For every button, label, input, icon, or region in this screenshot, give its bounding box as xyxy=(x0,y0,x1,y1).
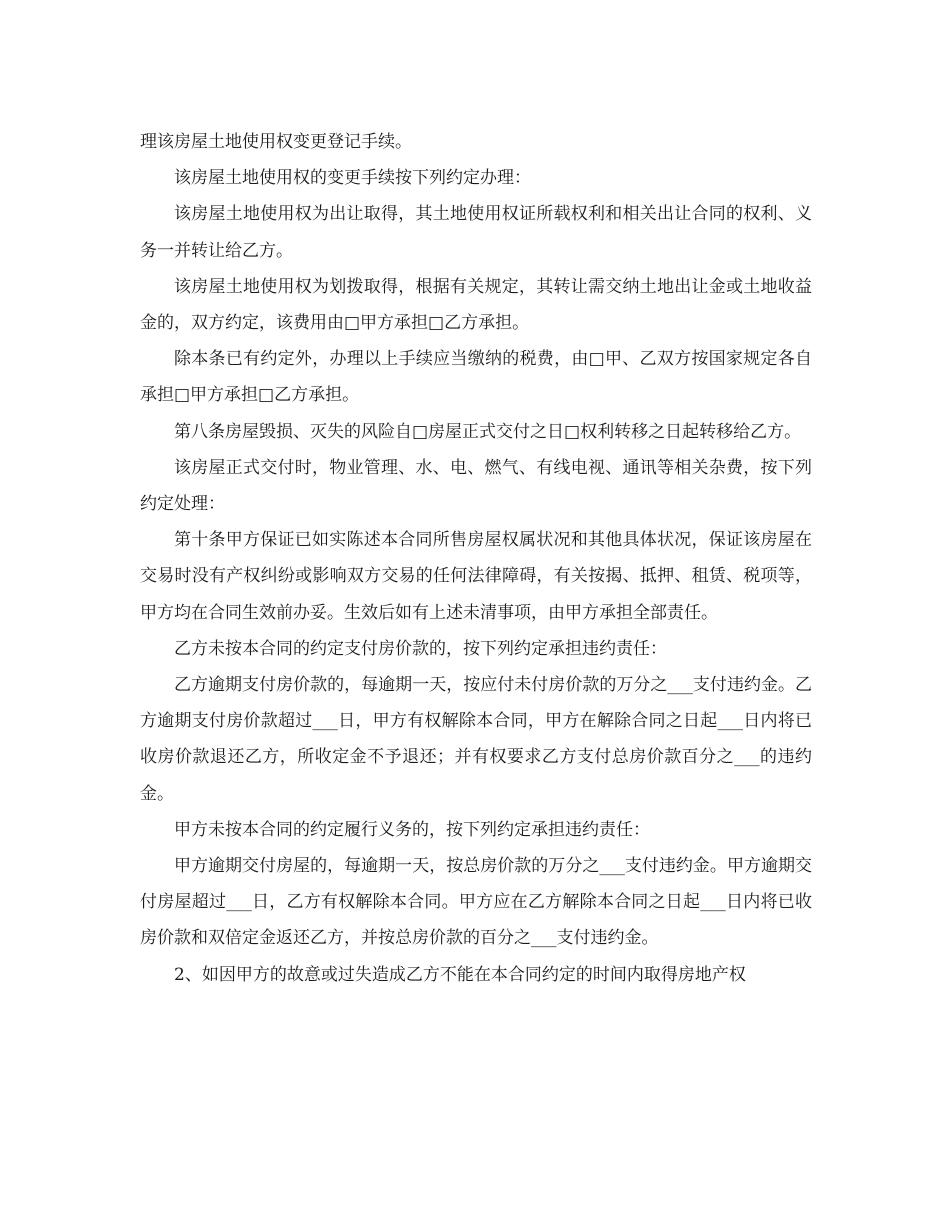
paragraph: 该房屋土地使用权为划拨取得，根据有关规定，其转让需交纳土地出让金或土地收益金的，双方约定，该费用由□甲方承担□乙方承担。 xyxy=(140,276,812,334)
paragraph: 乙方逾期支付房价款的，每逾期一天，按应付未付房价款的万分之___支付违约金。乙方逾期支付房价款超过___日，甲方有权解除本合同，甲方在解除合同之日起___日内将已收房价款退还乙方，所收定金不予退还；并有权要求乙方支付总房价款百分之___的违约金。 xyxy=(140,675,812,804)
paragraph: 乙方未按本合同的约定支付房价款的，按下列约定承担违约责任： xyxy=(174,638,667,659)
paragraph: 第十条甲方保证已如实陈述本合同所售房屋权属状况和其他具体状况，保证该房屋在交易时没有产权纠纷或影响双方交易的任何法律障碍，有关按揭、抵押、租赁、税项等，甲方均在合同生效前办妥。生效后如有上述未清事项，由甲方承担全部责任。 xyxy=(140,530,812,623)
paragraph: 该房屋正式交付时，物业管理、水、电、燃气、有线电视、通讯等相关杂费，按下列约定处理： xyxy=(140,457,812,515)
paragraph: 该房屋土地使用权为出让取得，其土地使用权证所载权利和相关出让合同的权利、义务一并转让给乙方。 xyxy=(140,204,812,261)
paragraph: 2、如因甲方的故意或过失造成乙方不能在本合同约定的时间内取得房地产权 xyxy=(174,964,746,985)
document-body xyxy=(140,124,812,993)
paragraph: 该房屋土地使用权的变更手续按下列约定办理： xyxy=(174,168,531,189)
paragraph: 第八条房屋毁损、灭失的风险自□房屋正式交付之日□权利转移之日起转移给乙方。 xyxy=(174,421,802,442)
paragraph: 甲方未按本合同的约定履行义务的，按下列约定承担违约责任： xyxy=(174,819,650,840)
paragraph: 除本条已有约定外，办理以上手续应当缴纳的税费，由□甲、乙双方按国家规定各自承担□甲方承担□乙方承担。 xyxy=(140,349,812,406)
paragraph-continuation: 理该房屋土地使用权变更登记手续。 xyxy=(140,132,412,152)
paragraph: 甲方逾期交付房屋的，每逾期一天，按总房价款的万分之___支付违约金。甲方逾期交付房屋超过___日，乙方有权解除本合同。甲方应在乙方解除本合同之日起___日内将已收房价款和双倍定金返还乙方，并按总房价款的百分之___支付违约金。 xyxy=(140,856,812,949)
